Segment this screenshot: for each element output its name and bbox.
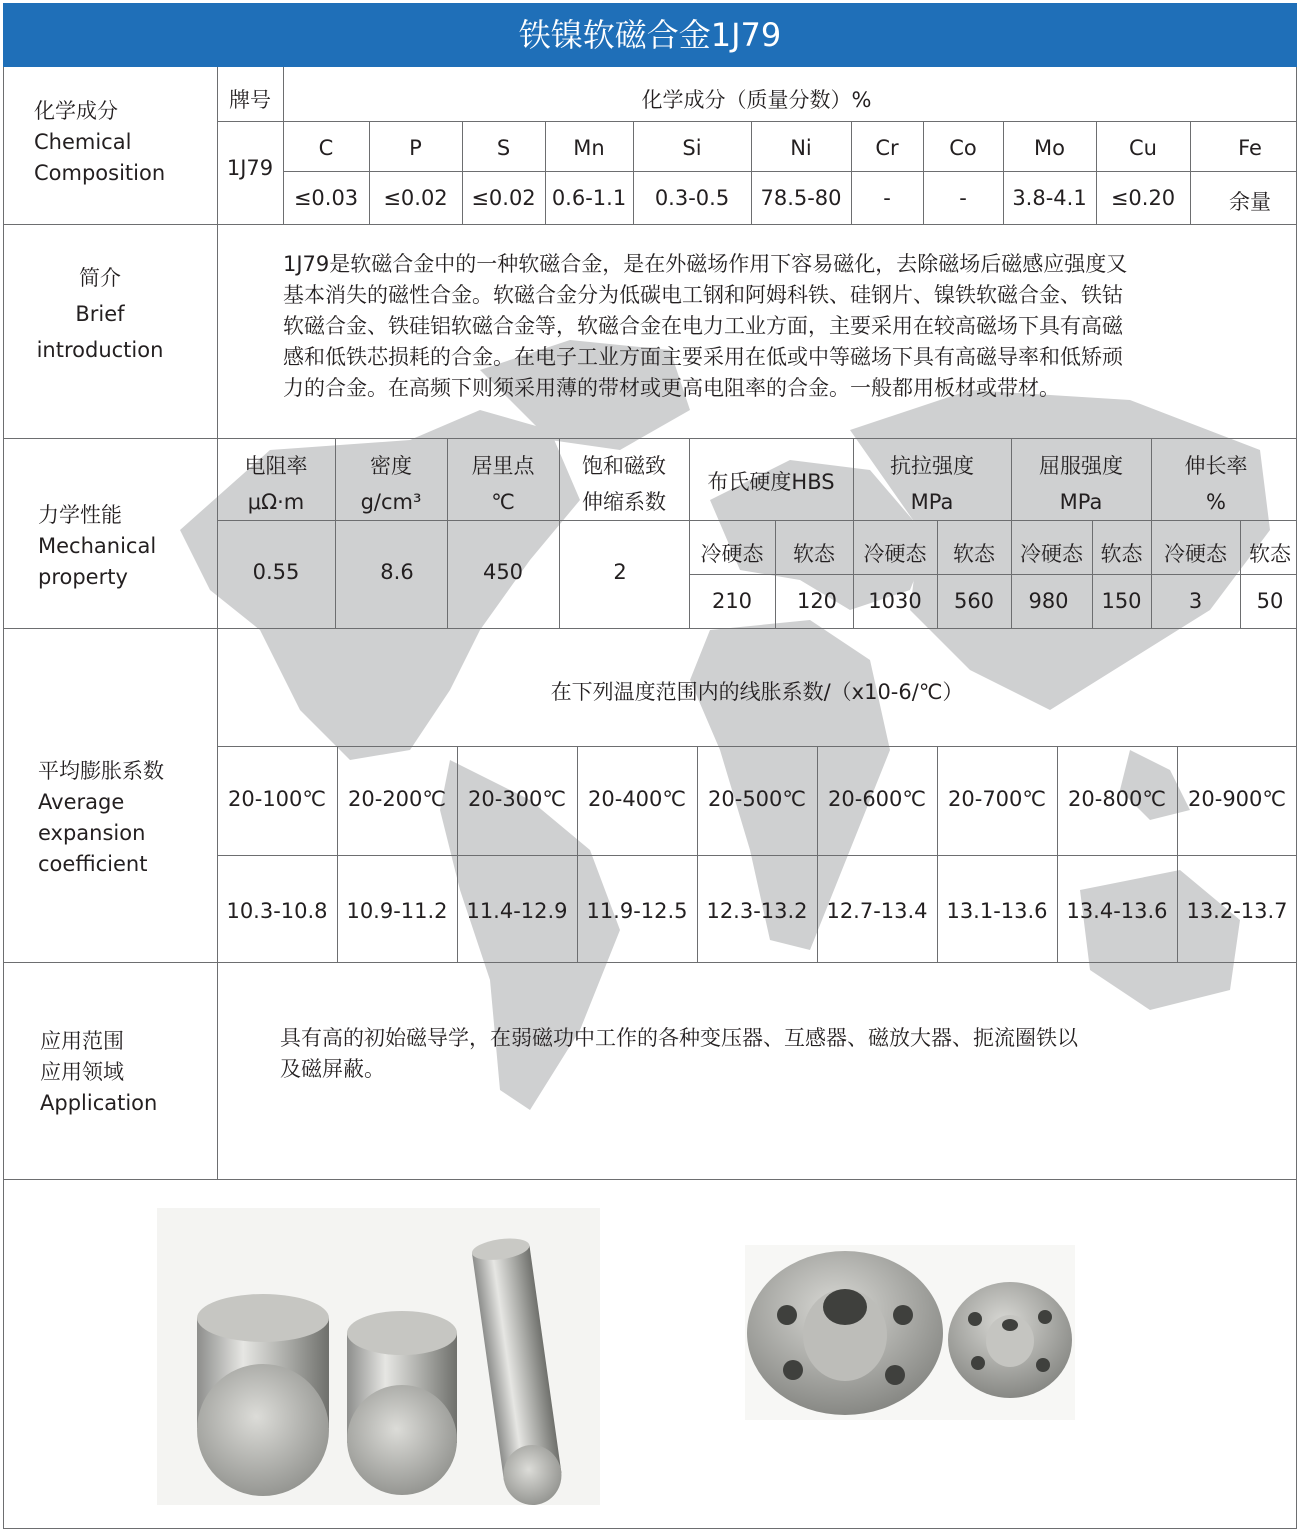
expansion-label-cn: 平均膨胀系数 (38, 759, 164, 783)
tensile-header (853, 448, 1011, 520)
yield-header (1011, 448, 1151, 520)
cold-label: 冷硬态 (863, 542, 927, 566)
element-value: 78.5-80 (760, 186, 842, 210)
element-value: - (883, 186, 891, 210)
header-unit: g/cm³ (360, 490, 422, 514)
header-line: 伸长率 (1184, 454, 1248, 478)
chemical-section-label (34, 96, 165, 189)
elongation-cold-value: 3 (1188, 589, 1203, 613)
temperature-range: 20-600℃ (828, 787, 926, 811)
expansion-value: 10.9-11.2 (346, 899, 448, 923)
header-line: 屈服强度 (1039, 454, 1123, 478)
chemical-label-cn: 化学成分 (34, 99, 118, 123)
temperature-range: 20-800℃ (1068, 787, 1166, 811)
tensile-cold-value: 1030 (868, 589, 922, 613)
expansion-label-en-3: coefficient (38, 852, 148, 876)
density-header (335, 448, 447, 520)
brief-line: 基本消失的磁性合金。软磁合金分为低碳电工钢和阿姆科铁、硅钢片、镍铁软磁合金、铁钴 (283, 283, 1123, 307)
temperature-range: 20-300℃ (468, 787, 566, 811)
elongation-soft-value: 50 (1256, 589, 1284, 613)
mechanical-label-en-2: property (38, 565, 128, 589)
element-header: Mn (573, 136, 605, 160)
hardness-cold-value: 210 (711, 589, 753, 613)
cold-label: 冷硬态 (1164, 542, 1227, 566)
element-header: Fe (1238, 136, 1262, 160)
temperature-range: 20-200℃ (348, 787, 446, 811)
mechanical-section-label (38, 500, 156, 593)
brief-line: 软磁合金、铁硅铝软磁合金等，软磁合金在电力工业方面，主要采用在较高磁场下具有高磁 (283, 314, 1123, 338)
grade-value: 1J79 (226, 156, 274, 180)
brief-label-en-2: introduction (36, 338, 164, 362)
density-value: 8.6 (380, 560, 414, 584)
element-header: P (409, 136, 422, 160)
expansion-value: 12.3-13.2 (706, 899, 808, 923)
yield-cold-value: 980 (1028, 589, 1069, 613)
page-title: 铁镍软磁合金1J79 (3, 3, 1297, 67)
soft-label: 软态 (1100, 542, 1143, 566)
element-header: Cu (1129, 136, 1157, 160)
temperature-range: 20-900℃ (1188, 787, 1286, 811)
header-unit: μΩ·m (247, 490, 305, 514)
header-unit: ℃ (491, 490, 515, 514)
application-line: 及磁屏蔽。 (280, 1057, 385, 1081)
curie-point-header (447, 448, 559, 520)
expansion-value: 11.9-12.5 (586, 899, 688, 923)
elongation-header (1151, 448, 1281, 520)
grade-header: 牌号 (229, 88, 271, 112)
yield-soft-value: 150 (1101, 589, 1142, 613)
element-value: 3.8-4.1 (1012, 186, 1087, 210)
tensile-soft-value: 560 (953, 589, 995, 613)
header-line: 电阻率 (244, 454, 308, 478)
element-value: 0.3-0.5 (654, 186, 730, 210)
expansion-value: 10.3-10.8 (226, 899, 328, 923)
element-header: S (496, 136, 511, 160)
application-line: 具有高的初始磁导学，在弱磁功中工作的各种变压器、互感器、磁放大器、扼流圈铁以 (280, 1026, 1078, 1050)
element-header: Si (682, 136, 702, 160)
element-value: ≤0.02 (383, 186, 448, 210)
magnetostriction-value: 2 (613, 560, 627, 584)
element-value: - (959, 186, 967, 210)
element-value: ≤0.02 (471, 186, 536, 210)
element-header: Ni (790, 136, 812, 160)
resistivity-header (217, 448, 335, 520)
header-line: 饱和磁致 (582, 454, 666, 478)
element-value: 余量 (1229, 190, 1271, 214)
resistivity-value: 0.55 (252, 560, 300, 584)
element-header: Mo (1034, 136, 1065, 160)
expansion-header: 在下列温度范围内的线胀系数/（x10-6/℃） (550, 680, 964, 704)
expansion-value: 12.7-13.4 (826, 899, 928, 923)
chemical-label-en-2: Composition (34, 161, 166, 185)
application-label-cn-2: 应用领域 (40, 1060, 124, 1084)
application-section-label (40, 1026, 157, 1119)
expansion-value: 13.4-13.6 (1066, 899, 1168, 923)
temperature-range: 20-500℃ (708, 787, 806, 811)
brief-line: 感和低铁芯损耗的合金。在电子工业方面主要采用在低或中等磁场下具有高磁导率和低矫顽 (283, 345, 1123, 369)
element-value: ≤0.20 (1110, 186, 1176, 210)
application-paragraph (280, 1023, 1240, 1085)
expansion-value: 11.4-12.9 (466, 899, 568, 923)
header-line: 抗拉强度 (890, 454, 974, 478)
expansion-label-en-2: expansion (38, 821, 146, 845)
cold-label: 冷硬态 (700, 542, 764, 566)
soft-label: 软态 (953, 542, 995, 566)
soft-label: 软态 (1249, 542, 1291, 566)
element-value: 0.6-1.1 (551, 186, 627, 210)
expansion-value: 13.1-13.6 (946, 899, 1048, 923)
cold-label: 冷硬态 (1020, 542, 1083, 566)
brief-line: 1J79是软磁合金中的一种软磁合金，是在外磁场作用下容易磁化，去除磁场后磁感应强度又 (283, 252, 1128, 276)
element-value: ≤0.03 (293, 186, 359, 210)
header-line: 密度 (370, 454, 412, 478)
brief-paragraph (283, 249, 1263, 404)
header-unit: 伸缩系数 (582, 490, 666, 514)
brief-label-en-1: Brief (75, 302, 125, 326)
header-line: 居里点 (471, 454, 535, 478)
mechanical-label-en-1: Mechanical (38, 534, 157, 558)
brief-section-label (20, 260, 180, 368)
header-unit: % (1206, 490, 1226, 514)
expansion-section-label (38, 756, 164, 880)
element-header: C (318, 136, 334, 160)
brief-line: 力的合金。在高频下则须采用薄的带材或更高电阻率的合金。一般都用板材或带材。 (283, 376, 1060, 400)
expansion-label-en-1: Average (38, 790, 125, 814)
composition-header: 化学成分（质量分数）% (641, 88, 872, 112)
header-unit: MPa (1059, 490, 1103, 514)
mechanical-label-cn: 力学性能 (38, 503, 122, 527)
application-label-en: Application (40, 1091, 158, 1115)
curie-point-value: 450 (482, 560, 524, 584)
brief-label-cn: 简介 (79, 266, 121, 290)
flange-parts-photo (745, 1245, 1075, 1420)
chemical-label-en-1: Chemical (34, 130, 132, 154)
temperature-range: 20-400℃ (588, 787, 686, 811)
soft-label: 软态 (793, 542, 835, 566)
header-unit: MPa (910, 490, 954, 514)
expansion-value: 13.2-13.7 (1186, 899, 1288, 923)
temperature-range: 20-700℃ (948, 787, 1046, 811)
element-header: Co (949, 136, 977, 160)
hardness-header: 布氏硬度HBS (707, 470, 835, 494)
element-header: Cr (875, 136, 899, 160)
hardness-soft-value: 120 (796, 589, 838, 613)
magnetostriction-header (559, 448, 689, 520)
temperature-range: 20-100℃ (228, 787, 326, 811)
application-label-cn-1: 应用范围 (40, 1029, 124, 1053)
alloy-rods-photo (157, 1208, 600, 1505)
